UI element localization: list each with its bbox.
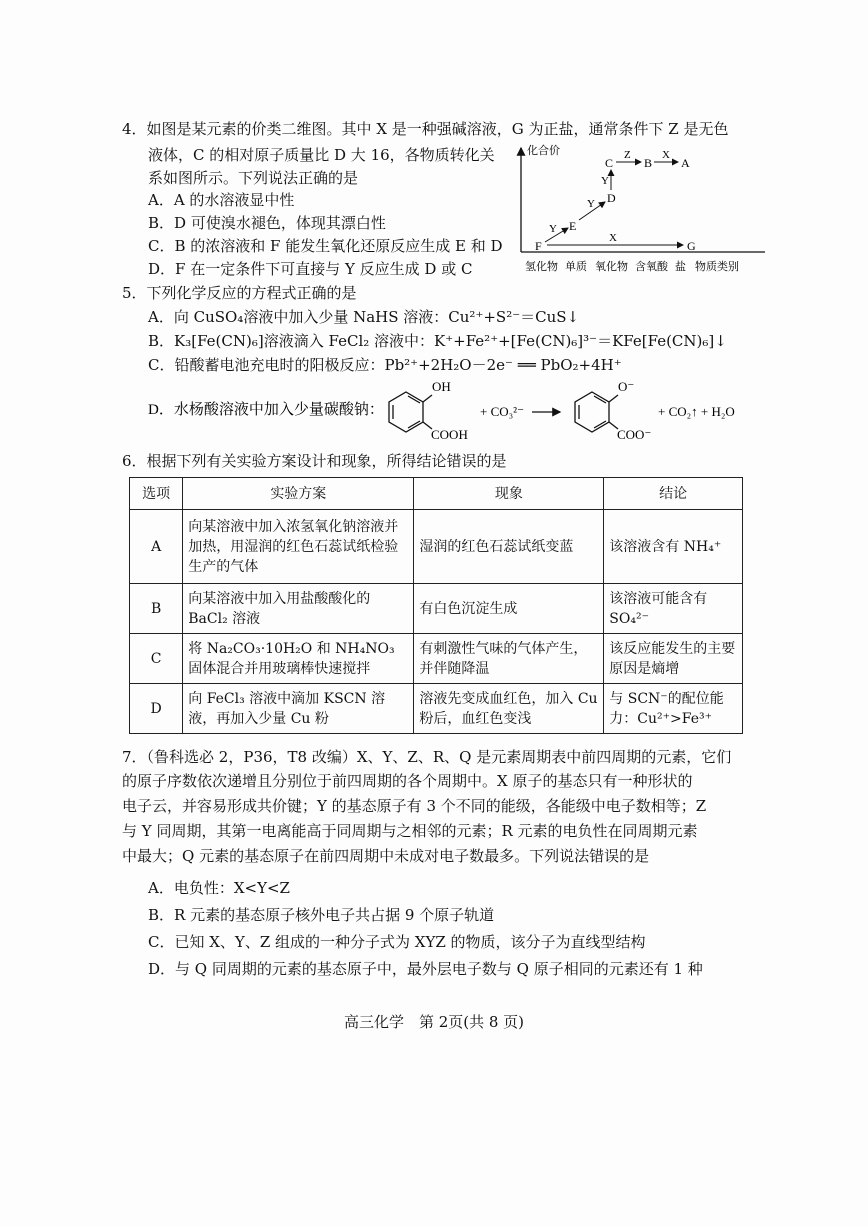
row-c-plan: 将 Na₂CO₃·10H₂O 和 NH₄NO₃ 固体混合并用玻璃棒快速搅拌	[183, 634, 414, 684]
row-b-plan: 向某溶液中加入用盐酸酸化的 BaCl₂ 溶液	[183, 584, 414, 634]
coo-minus-group: COO⁻	[617, 427, 652, 442]
x-cat-hydride: 氢化物	[525, 261, 558, 273]
q4-option-a: A．A 的水溶液显中性	[148, 191, 295, 209]
row-d-plan: 向 FeCl₃ 溶液中滴加 KSCN 溶液，再加入少量 Cu 粉	[183, 684, 414, 734]
x-cat-oxide: 氧化物	[595, 261, 628, 273]
q4-stem-line-1: 4．如图是某元素的价类二维图。其中 X 是一种强碱溶液，G 为正盐，通常条件下 Z 是无色	[122, 120, 729, 138]
node-f: F	[535, 239, 542, 253]
q5-option-a: A．向 CuSO₄溶液中加入少量 NaHS 溶液：Cu²⁺+S²⁻＝CuS↓	[148, 308, 580, 326]
row-c-option: C	[130, 634, 183, 684]
x-cat-salt: 盐	[675, 261, 686, 273]
q7-stem-line-4: 与 Y 同周期，其第一电离能高于同周期与之相邻的元素；R 元素的电负性在同周期元素	[122, 822, 698, 840]
x-cat-element: 单质	[565, 261, 587, 273]
oh-group: OH	[432, 379, 451, 394]
table-header-row	[130, 478, 743, 510]
experiment-table	[129, 477, 743, 734]
q7-stem-line-3: 电子云，并容易形成共价键；Y 的基态原子有 3 个不同的能级，各能级中电子数相等；Z	[122, 797, 707, 815]
header-conclusion: 结论	[604, 478, 743, 510]
label-y-1: Y	[549, 223, 557, 235]
node-c: C	[605, 156, 614, 170]
row-b-conclusion: 该溶液可能含有 SO₄²⁻	[604, 584, 743, 634]
q7-option-c: C．已知 X、Y、Z 组成的一种分子式为 XYZ 的物质，该分子为直线型结构	[148, 933, 646, 951]
node-e: E	[569, 219, 577, 233]
q6-stem: 6．根据下列有关实验方案设计和现象，所得结论错误的是	[122, 452, 507, 470]
header-option: 选项	[130, 478, 183, 510]
row-b-phenomenon: 有白色沉淀生成	[414, 584, 604, 634]
label-x-2: X	[609, 232, 617, 244]
row-a-phenomenon: 湿润的红色石蕊试纸变蓝	[414, 510, 604, 584]
row-a-plan: 向某溶液中加入浓氢氧化钠溶液并加热，用湿润的红色石蕊试纸检验生产的气体	[183, 510, 414, 584]
q7-stem-line-2: 的原子序数依次递增且分别位于前四周期的各个周期中。X 原子的基态只有一种形状的	[122, 772, 693, 790]
row-c-conclusion: 该反应能发生的主要原因是熵增	[604, 634, 743, 684]
label-z: Z	[624, 149, 631, 161]
q4-stem-line-2: 液体，C 的相对原子质量比 D 大 16，各物质转化关	[148, 146, 495, 164]
valence-class-diagram	[513, 140, 771, 280]
q4-option-b: B．D 可使溴水褪色，体现其漂白性	[148, 214, 386, 232]
page-footer: 高三化学 第 2页(共 8 页)	[343, 1013, 525, 1031]
q4-option-d: D．F 在一定条件下可直接与 Y 反应生成 D 或 C	[148, 260, 473, 278]
row-c-phenomenon: 有刺激性气味的气体产生，并伴随降温	[414, 634, 604, 684]
products: + CO₂↑ + H₂O	[658, 404, 735, 419]
node-d: D	[607, 191, 616, 205]
q5-option-b: B．K₃[Fe(CN)₆]溶液滴入 FeCl₂ 溶液中：K⁺+Fe²⁺+[Fe(CN)₆]³⁻＝KFe[Fe(CN)₆]↓	[148, 332, 727, 350]
y-axis-label: 化合价	[527, 145, 560, 157]
q7-stem-line-1: 7．（鲁科选必 2，P36，T8 改编）X、Y、Z、R、Q 是元素周期表中前四周期的元素，它们	[122, 748, 732, 766]
node-b: B	[644, 156, 653, 170]
q7-option-d: D．与 Q 同周期的元素的基态原子中，最外层电子数与 Q 原子相同的元素还有 1 种	[148, 960, 703, 978]
salicylate-structure	[575, 392, 618, 432]
table-row	[130, 510, 743, 584]
salicylic-acid-structure	[389, 392, 432, 432]
carbonate-reactant: + CO₃²⁻	[480, 404, 524, 419]
node-a: A	[681, 156, 690, 170]
q7-stem-line-5: 中最大；Q 元素的基态原子在前四周期中未成对电子数最多。下列说法错误的是	[122, 847, 650, 865]
row-d-option: D	[130, 684, 183, 734]
row-b-option: B	[130, 584, 183, 634]
q5-option-c: C．铅酸蓄电池充电时的阳极反应：Pb²⁺+2H₂O－2e⁻ ══ PbO₂+4H⁺	[148, 356, 622, 374]
row-d-phenomenon: 溶液先变成血红色，加入 Cu 粉后，血红色变浅	[414, 684, 604, 734]
header-phenomenon: 现象	[414, 478, 604, 510]
node-g: G	[687, 239, 696, 253]
q5-option-d-equation	[148, 377, 748, 442]
row-a-option: A	[130, 510, 183, 584]
x-cat-oxyacid: 含氧酸	[635, 261, 668, 273]
q7-option-b: B．R 元素的基态原子核外电子共占据 9 个原子轨道	[148, 906, 495, 924]
label-y-2: Y	[587, 198, 595, 210]
x-cat-class: 物质类别	[695, 261, 739, 273]
row-d-conclusion: 与 SCN⁻的配位能力：Cu²⁺>Fe³⁺	[604, 684, 743, 734]
o-minus-group: O⁻	[618, 379, 635, 394]
table-row	[130, 684, 743, 734]
q7-option-a: A．电负性：X<Y<Z	[148, 879, 290, 897]
header-plan: 实验方案	[183, 478, 414, 510]
table-row	[130, 584, 743, 634]
cooh-group: COOH	[431, 427, 468, 442]
label-x-1: X	[662, 149, 670, 161]
q5-option-d-prefix: D．水杨酸溶液中加入少量碳酸钠：	[148, 402, 384, 418]
q4-option-c: C．B 的浓溶液和 F 能发生氧化还原反应生成 E 和 D	[148, 237, 503, 255]
label-y-3: Y	[601, 175, 609, 187]
table-row	[130, 634, 743, 684]
q5-stem: 5．下列化学反应的方程式正确的是	[122, 284, 357, 302]
q4-stem-line-3: 系如图所示。下列说法正确的是	[148, 169, 359, 187]
row-a-conclusion: 该溶液含有 NH₄⁺	[604, 510, 743, 584]
